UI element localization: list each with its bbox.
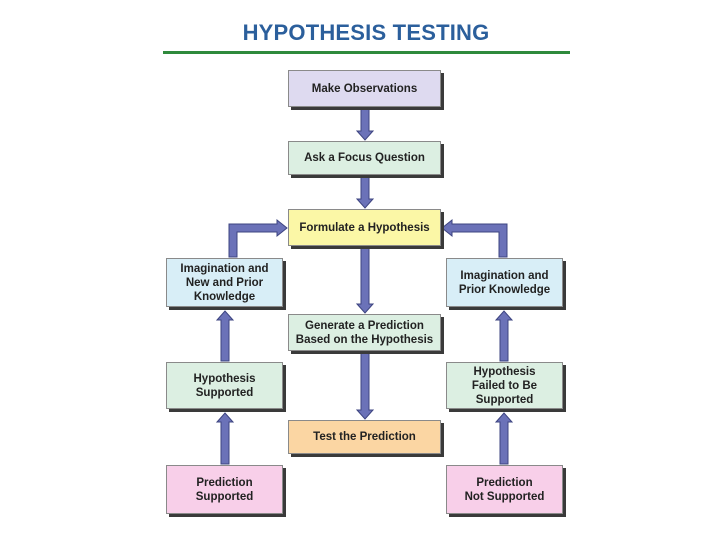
arrow-question-to-hypothesis (357, 177, 373, 208)
hypothesis-supported-box: Hypothesis Supported (166, 362, 283, 409)
arrow-hypothesis-failed-to-imagination (496, 311, 512, 361)
generate-prediction-box: Generate a Prediction Based on the Hypothesis (288, 314, 441, 351)
arrow-right-imagination-to-hypothesis (442, 220, 507, 257)
arrow-left-imagination-to-hypothesis (229, 220, 287, 257)
prediction-supported-box: Prediction Supported (166, 465, 283, 514)
test-prediction-box: Test the Prediction (288, 420, 441, 454)
focus-question-box: Ask a Focus Question (288, 141, 441, 175)
prediction-not-supported-box: Prediction Not Supported (446, 465, 563, 514)
hypothesis-failed-box: Hypothesis Failed to Be Supported (446, 362, 563, 409)
arrow-prediction-not-supported-to-hypothesis-failed (496, 413, 512, 464)
arrow-observations-to-question (357, 108, 373, 140)
arrow-prediction-to-test (357, 353, 373, 419)
page-title: HYPOTHESIS TESTING (242, 20, 490, 45)
arrow-prediction-supported-to-hypothesis-supported (217, 413, 233, 464)
arrow-hypothesis-to-prediction (357, 248, 373, 313)
formulate-hypothesis-box: Formulate a Hypothesis (288, 209, 441, 246)
imagination-prior-knowledge-box: Imagination and Prior Knowledge (446, 258, 563, 307)
make-observations-box: Make Observations (288, 70, 441, 107)
arrow-hypothesis-supported-to-imagination (217, 311, 233, 361)
imagination-new-prior-knowledge-box: Imagination and New and Prior Knowledge (166, 258, 283, 307)
